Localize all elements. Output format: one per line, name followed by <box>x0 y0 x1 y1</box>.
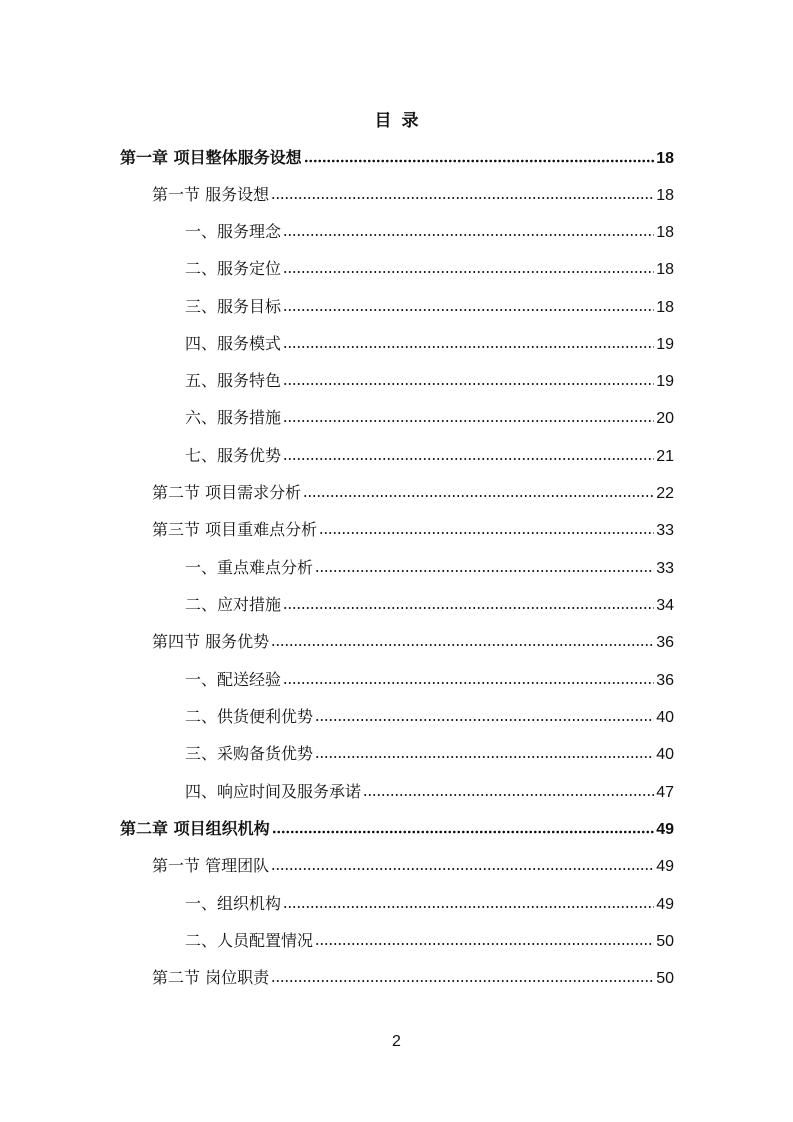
dot-leader <box>283 596 654 612</box>
toc-entry-label: 第二章 项目组织机构 <box>120 819 270 838</box>
toc-entry-label: 第一节 管理团队 <box>152 856 270 875</box>
toc-entry-page: 34 <box>656 597 674 614</box>
dot-leader <box>303 484 654 500</box>
toc-section-entry[interactable] <box>152 853 674 883</box>
dot-leader <box>315 708 654 724</box>
dot-leader <box>283 335 654 351</box>
toc-entry-label: 六、服务措施 <box>185 408 282 427</box>
toc-chapter-entry[interactable] <box>120 816 674 846</box>
toc-entry-label: 三、服务目标 <box>185 297 282 316</box>
dot-leader <box>271 186 654 202</box>
toc-subsection-entry[interactable] <box>185 667 674 697</box>
toc-entry-label: 第一节 服务设想 <box>152 185 270 204</box>
toc-entry-label: 一、组织机构 <box>185 894 282 913</box>
toc-entry-page: 50 <box>656 933 674 950</box>
toc-entry-page: 36 <box>656 634 674 651</box>
dot-leader <box>304 149 655 165</box>
dot-leader <box>283 409 654 425</box>
dot-leader <box>319 521 654 537</box>
toc-entry-label: 三、采购备货优势 <box>185 744 314 763</box>
toc-entry-label: 七、服务优势 <box>185 446 282 465</box>
toc-subsection-entry[interactable] <box>185 704 674 734</box>
dot-leader <box>283 372 654 388</box>
toc-entry-page: 22 <box>656 485 674 502</box>
toc-subsection-entry[interactable] <box>185 741 674 771</box>
dot-leader <box>283 298 654 314</box>
toc-entry-label: 四、服务模式 <box>185 334 282 353</box>
toc-entry-page: 40 <box>656 746 674 763</box>
toc-entry-label: 二、供货便利优势 <box>185 707 314 726</box>
toc-subsection-entry[interactable] <box>185 555 674 585</box>
toc-entry-label: 第一章 项目整体服务设想 <box>120 148 302 167</box>
toc-section-entry[interactable] <box>152 517 674 547</box>
toc-subsection-entry[interactable] <box>185 928 674 958</box>
toc-entry-page: 49 <box>656 896 674 913</box>
toc-entry-label: 第二节 项目需求分析 <box>152 483 302 502</box>
toc-title: 目录 <box>374 111 429 131</box>
dot-leader <box>283 895 654 911</box>
toc-entry-label: 四、响应时间及服务承诺 <box>185 782 362 801</box>
dot-leader <box>283 223 654 239</box>
dot-leader <box>271 633 654 649</box>
toc-entry-page: 18 <box>656 187 674 204</box>
toc-entry-page: 18 <box>656 150 674 167</box>
toc-entry-label: 二、人员配置情况 <box>185 931 314 950</box>
dot-leader <box>363 783 654 799</box>
toc-entry-page: 19 <box>656 373 674 390</box>
toc-entry-page: 18 <box>656 261 674 278</box>
dot-leader <box>272 820 655 836</box>
toc-subsection-entry[interactable] <box>185 779 674 809</box>
toc-subsection-entry[interactable] <box>185 405 674 435</box>
toc-entry-page: 18 <box>656 224 674 241</box>
toc-subsection-entry[interactable] <box>185 368 674 398</box>
toc-entry-page: 47 <box>656 784 674 801</box>
dot-leader <box>271 969 654 985</box>
toc-entry-label: 一、配送经验 <box>185 670 282 689</box>
toc-subsection-entry[interactable] <box>185 219 674 249</box>
toc-entry-label: 五、服务特色 <box>185 371 282 390</box>
dot-leader <box>271 857 654 873</box>
toc-subsection-entry[interactable] <box>185 891 674 921</box>
toc-section-entry[interactable] <box>152 965 674 995</box>
toc-entry-label: 第四节 服务优势 <box>152 632 270 651</box>
dot-leader <box>315 745 654 761</box>
toc-entry-page: 50 <box>656 970 674 987</box>
page-number: 2 <box>392 1033 401 1050</box>
toc-entry-label: 二、服务定位 <box>185 259 282 278</box>
toc-entry-page: 18 <box>656 299 674 316</box>
dot-leader <box>283 260 654 276</box>
toc-subsection-entry[interactable] <box>185 443 674 473</box>
toc-entry-label: 二、应对措施 <box>185 595 282 614</box>
dot-leader <box>315 559 654 575</box>
toc-entry-page: 20 <box>656 410 674 427</box>
toc-subsection-entry[interactable] <box>185 256 674 286</box>
toc-entry-page: 33 <box>656 560 674 577</box>
toc-entry-page: 40 <box>656 709 674 726</box>
dot-leader <box>283 671 654 687</box>
toc-entry-page: 21 <box>656 448 674 465</box>
toc-subsection-entry[interactable] <box>185 592 674 622</box>
toc-entry-page: 19 <box>656 336 674 353</box>
toc-section-entry[interactable] <box>152 182 674 212</box>
toc-chapter-entry[interactable] <box>120 145 674 175</box>
toc-entry-label: 第三节 项目重难点分析 <box>152 520 318 539</box>
toc-entry-label: 一、服务理念 <box>185 222 282 241</box>
toc-section-entry[interactable] <box>152 629 674 659</box>
toc-entry-label: 一、重点难点分析 <box>185 558 314 577</box>
toc-subsection-entry[interactable] <box>185 294 674 324</box>
toc-section-entry[interactable] <box>152 480 674 510</box>
dot-leader <box>283 447 654 463</box>
toc-entry-page: 36 <box>656 672 674 689</box>
toc-entry-page: 33 <box>656 522 674 539</box>
toc-entry-label: 第二节 岗位职责 <box>152 968 270 987</box>
toc-entry-page: 49 <box>656 858 674 875</box>
dot-leader <box>315 932 654 948</box>
toc-subsection-entry[interactable] <box>185 331 674 361</box>
toc-entry-page: 49 <box>656 821 674 838</box>
